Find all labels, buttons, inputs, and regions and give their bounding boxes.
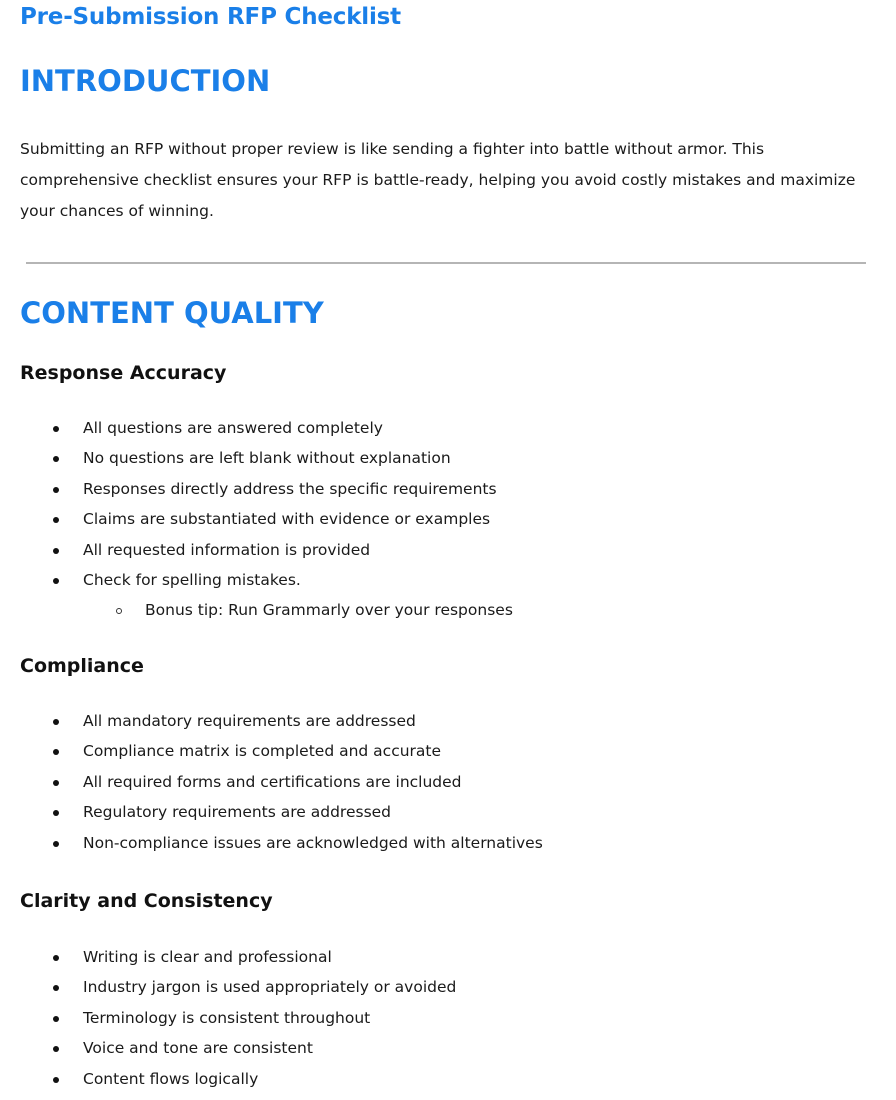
bullet-icon xyxy=(53,841,59,847)
bullet-icon xyxy=(53,810,59,816)
document-title: Pre-Submission RFP Checklist xyxy=(20,4,401,30)
bullet-icon xyxy=(53,1016,59,1022)
list-item xyxy=(0,416,896,446)
list-item xyxy=(0,770,896,800)
list-item-text: All mandatory requirements are addressed xyxy=(83,712,416,730)
list-item-text: All requested information is provided xyxy=(83,540,371,559)
bullet-icon xyxy=(53,985,59,991)
list-item xyxy=(0,739,896,769)
bullet-icon xyxy=(53,548,59,554)
response-accuracy-list xyxy=(0,416,896,629)
list-item-text: Responses directly address the specific requirements xyxy=(83,479,497,498)
list-item-text: Compliance matrix is completed and accurate xyxy=(83,742,442,761)
list-item xyxy=(0,446,896,476)
sub-list-item xyxy=(0,598,896,628)
list-item xyxy=(0,1067,896,1097)
hollow-bullet-icon xyxy=(116,608,122,614)
list-item xyxy=(0,507,896,537)
list-item-text: Content flows logically xyxy=(83,1069,259,1088)
list-item xyxy=(0,477,896,507)
list-item-text: Regulatory requirements are addressed xyxy=(83,803,392,822)
bullet-icon xyxy=(53,517,59,523)
bullet-icon xyxy=(53,1077,59,1083)
list-item-text: Claims are substantiated with evidence or examples xyxy=(83,510,491,529)
list-item-text: Check for spelling mistakes. xyxy=(83,570,301,589)
list-item-text: All required forms and certifications are included xyxy=(83,772,462,791)
list-item xyxy=(0,945,896,975)
list-item-text: Non-compliance issues are acknowledged with alternatives xyxy=(83,833,543,852)
list-item xyxy=(0,1036,896,1066)
bullet-icon xyxy=(53,426,59,432)
list-item xyxy=(0,975,896,1005)
clarity-consistency-list xyxy=(0,945,896,1097)
content-quality-heading: CONTENT QUALITY xyxy=(20,296,324,330)
section-divider xyxy=(26,262,866,264)
bullet-icon xyxy=(53,578,59,584)
bullet-icon xyxy=(53,719,59,725)
bullet-icon xyxy=(53,487,59,493)
list-item xyxy=(0,1006,896,1036)
list-item xyxy=(0,568,896,598)
list-item xyxy=(0,538,896,568)
list-item-text: Terminology is consistent throughout xyxy=(83,1008,371,1027)
bullet-icon xyxy=(53,749,59,755)
list-item xyxy=(0,709,896,739)
list-item xyxy=(0,800,896,830)
bullet-icon xyxy=(53,955,59,961)
compliance-heading: Compliance xyxy=(20,655,144,677)
clarity-consistency-heading: Clarity and Consistency xyxy=(20,890,273,912)
list-item-text: Writing is clear and professional xyxy=(83,948,332,966)
sub-list-item-text: Bonus tip: Run Grammarly over your responses xyxy=(145,601,513,620)
response-accuracy-heading: Response Accuracy xyxy=(20,362,227,384)
list-item-text: All questions are answered completely xyxy=(83,419,383,437)
list-item-text: No questions are left blank without explanation xyxy=(83,449,451,468)
bullet-icon xyxy=(53,1046,59,1052)
list-item-text: Industry jargon is used appropriately or avoided xyxy=(83,978,457,997)
list-item xyxy=(0,831,896,861)
introduction-heading: INTRODUCTION xyxy=(20,64,271,98)
bullet-icon xyxy=(53,456,59,462)
bullet-icon xyxy=(53,780,59,786)
compliance-list xyxy=(0,709,896,861)
list-item-text: Voice and tone are consistent xyxy=(83,1039,313,1058)
introduction-paragraph: Submitting an RFP without proper review is like sending a fighter into battle without armor. This comprehensive checklist ensures your RFP is battle-ready, helping you avoid costly mistakes and maximize your chances of winning. xyxy=(20,140,856,220)
